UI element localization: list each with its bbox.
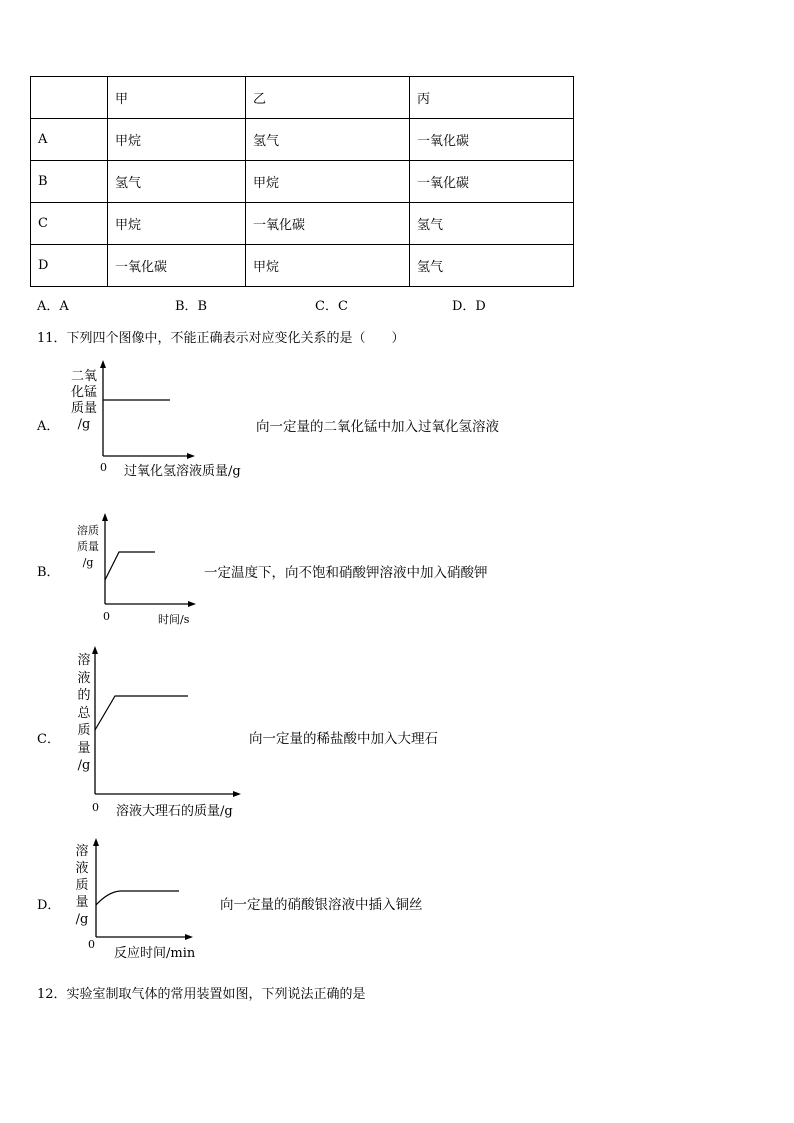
table-cell: 甲烷: [108, 203, 246, 245]
table-cell: 一氧化碳: [246, 203, 410, 245]
y-label-line: 溶: [75, 844, 89, 859]
graph-d-origin: 0: [88, 938, 95, 951]
q10-option-d[interactable]: D．D: [452, 299, 486, 314]
q11-option-d-letter[interactable]: D．: [37, 898, 61, 913]
graph-a-origin: 0: [100, 461, 107, 474]
table-cell: 甲烷: [246, 161, 410, 203]
question-12-stem: 12．实验室制取气体的常用装置如图，下列说法正确的是: [37, 987, 366, 1002]
y-label-line: 化锰: [70, 385, 97, 400]
table-cell: B: [31, 161, 108, 203]
q10-option-b[interactable]: B．B: [175, 299, 208, 314]
question-11-stem: 11．下列四个图像中，不能正确表示对应变化关系的是（ ）: [37, 331, 405, 346]
table-cell: 一氧化碳: [410, 161, 574, 203]
graph-b-origin: 0: [103, 610, 110, 623]
q10-option-a[interactable]: A．A: [37, 299, 69, 314]
graph-d-y-arrow: [93, 838, 99, 846]
q11-option-c-letter[interactable]: C．: [37, 732, 60, 747]
table-cell: 甲烷: [108, 119, 246, 161]
y-label-line: 质: [75, 878, 89, 893]
y-label-line: 液: [77, 670, 91, 686]
y-label-line: 二氧: [70, 369, 97, 384]
graph-a-description: 向一定量的二氧化锰中加入过氧化氢溶液: [256, 419, 499, 435]
q11-option-b-letter[interactable]: B．: [37, 565, 60, 580]
y-label-line: /g: [75, 912, 89, 927]
y-label-line: 质量: [77, 540, 99, 553]
table-cell: 一氧化碳: [108, 245, 246, 287]
y-label-line: 的: [77, 688, 91, 703]
table-cell: D: [31, 245, 108, 287]
graph-a-x-label: 过氧化氢溶液质量/g: [124, 464, 241, 479]
graph-d-curve: [96, 891, 179, 905]
table-cell: 氢气: [410, 245, 574, 287]
table-cell: 一氧化碳: [410, 119, 574, 161]
y-label-line: 液: [75, 861, 89, 876]
y-label-line: 溶: [77, 653, 91, 668]
graph-b-x-label: 时间/s: [158, 613, 190, 626]
table-header-cell: 甲: [108, 77, 246, 119]
table-cell: 甲烷: [246, 245, 410, 287]
y-label-line: 溶质: [77, 524, 99, 537]
graph-c-description: 向一定量的稀盐酸中加入大理石: [249, 731, 438, 747]
graph-b-description: 一定温度下，向不饱和硝酸钾溶液中加入硝酸钾: [204, 565, 488, 581]
y-label-line: 量: [75, 895, 89, 910]
y-label-line: 质量: [70, 401, 97, 416]
table-cell: 氢气: [108, 161, 246, 203]
table-header-cell: 丙: [410, 77, 574, 119]
y-label-line: /g: [77, 758, 91, 773]
y-label-line: 总: [77, 705, 91, 721]
y-label-line: 量: [77, 740, 91, 756]
graph-c-origin: 0: [92, 801, 99, 814]
graph-c-x-label: 溶液大理石的质量/g: [116, 804, 233, 819]
table-header-cell: 乙: [246, 77, 410, 119]
table-cell: A: [31, 119, 108, 161]
q10-option-c[interactable]: C．C: [315, 299, 348, 314]
y-label-line: 质: [77, 723, 91, 738]
q11-option-a-letter[interactable]: A．: [37, 419, 60, 434]
graph-d-x-arrow: [185, 934, 193, 940]
graph-d-description: 向一定量的硝酸银溶液中插入铜丝: [220, 897, 423, 913]
y-label-line: /g: [77, 417, 91, 432]
table-cell: C: [31, 203, 108, 245]
table-cell: 氢气: [246, 119, 410, 161]
y-label-line: /g: [82, 556, 94, 569]
graph-d-x-label: 反应时间/min: [114, 946, 196, 961]
table-cell: 氢气: [410, 203, 574, 245]
